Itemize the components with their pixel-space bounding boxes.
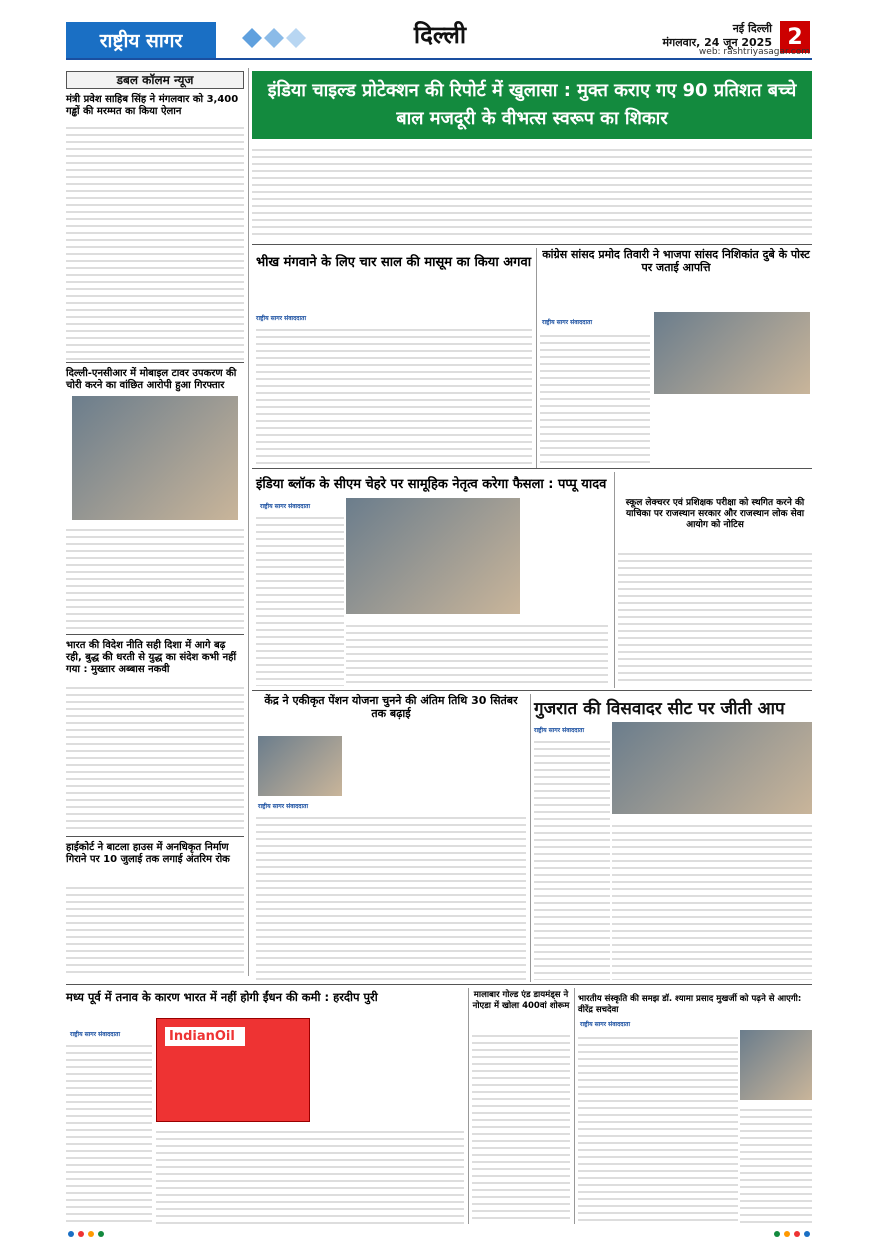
article-body-india-bloc [256,512,344,686]
headline-india-bloc: इंडिया ब्लॉक के सीएम चेहरे पर सामूहिक नेतृत्व करेगा फैसला : पप्पू यादव [256,477,607,492]
lead-article-body [252,144,812,240]
article-body-naqvi [66,682,244,832]
column-label: डबल कॉलम न्यूज [66,71,244,89]
page-number: 2 [780,21,810,53]
article-body-gujarat [534,736,610,980]
column-rule [574,988,575,1224]
pappu-yadav-photo [346,498,520,614]
edition-city: नई दिल्ली [732,22,772,35]
article-body-malabar [472,1030,570,1224]
article-body-batla [66,882,244,974]
byline: राष्ट्रीय सागर संवाददाता [258,803,309,810]
divider [252,244,812,245]
byline: राष्ट्रीय सागर संवाददाता [260,503,311,510]
footer-decoration [66,1226,812,1236]
column-rule [248,68,249,976]
column-rule [530,694,531,982]
city-title: दिल्ली [413,21,467,49]
byline: राष्ट्रीय सागर संवाददाता [534,727,585,734]
building-photo [258,736,342,796]
column-rule [614,472,615,688]
edition-date: मंगलवार, 24 जून 2025 [662,36,772,49]
byline: राष्ट्रीय सागर संवाददाता [70,1031,121,1038]
headline-fuel: मध्य पूर्व में तनाव के कारण भारत में नहीं होगी ईंधन की कमी : हरदीप पुरी [66,990,378,1004]
decorative-pattern [232,24,352,52]
edition-info [648,22,772,50]
article-body-tower [66,524,244,630]
headline-malabar: मालाबार गोल्ड एंड डायमंड्स ने नोएडा में खोला 400वां शोरूम [472,990,570,1011]
indianoil-photo: IndianOil [156,1018,310,1122]
headline-school-exam: स्कूल लेक्चरर एवं प्रशिक्षक परीक्षा को स्थगित करने की याचिका पर राजस्थान सरकार और राजस्थान लोक सेवा आयोग को नोटिस [625,498,805,530]
politicians-photo [654,312,810,394]
divider [66,836,244,837]
website[interactable]: web: rashtriyasagar.com [698,47,810,57]
headline-gujarat: गुजरात की विसवादर सीट पर जीती आप [534,699,785,719]
headline-potholes: मंत्री प्रवेश साहिब सिंह ने मंगलवार को 3,400 गड्ढों की मरम्मत का किया ऐलान [66,94,239,117]
byline: राष्ट्रीय सागर संवाददाता [580,1021,631,1028]
article-body-potholes [66,122,244,360]
celebration-photo [612,722,812,814]
brand-logo: राष्ट्रीय सागर [66,22,216,58]
sachdeva-photo [740,1030,812,1100]
article-body-school [618,548,812,686]
article-body-pension [256,812,526,982]
lead-headline-banner: इंडिया चाइल्ड प्रोटेक्शन की रिपोर्ट में खुलासा : मुक्त कराए गए 90 प्रतिशत बच्चे बाल मजदूरी के वीभत्स स्वरूप का शिकार [252,71,812,139]
article-body-gujarat-2 [612,820,812,980]
article-body-culture-2 [740,1104,812,1224]
article-body-culture [578,1032,738,1224]
article-body-fuel [66,1040,152,1224]
headline-batla-house: हाईकोर्ट ने बाटला हाउस में अनधिकृत निर्माण गिराने पर 10 जुलाई तक लगाई अंतरिम रोक [66,842,230,865]
byline: राष्ट्रीय सागर संवाददाता [542,319,593,326]
headline-culture: भारतीय संस्कृति की समझ डॉ. श्यामा प्रसाद मुखर्जी को पढ़ने से आएगी: वीरेंद्र सचदेवा [578,994,802,1015]
column-rule [468,988,469,1224]
divider [66,362,244,363]
article-body-beggar [256,324,532,464]
byline: राष्ट्रीय सागर संवाददाता [256,315,307,322]
divider [66,634,244,635]
column-rule [536,248,537,468]
headline-pension: केंद्र ने एकीकृत पेंशन योजना चुनने की अंतिम तिथि 30 सितंबर तक बढ़ाई [264,694,518,720]
divider [66,984,812,985]
divider [252,468,812,469]
divider [252,690,812,691]
headline-beggar: भीख मंगवाने के लिए चार साल की मासूम का किया अगवा [256,255,532,270]
article-body-india-bloc-2 [346,620,608,686]
article-body-congress [540,330,650,466]
police-photo [72,396,238,520]
headline-tower-theft: दिल्ली-एनसीआर में मोबाइल टावर उपकरण की चोरी करने का वांछित आरोपी हुआ गिरफ्तार [66,368,237,391]
headline-naqvi: भारत की विदेश नीति सही दिशा में आगे बढ़ रही, बुद्ध की धरती से युद्ध का संदेश कभी नहीं गया : मुख्तार अब्बास नकवी [66,640,237,675]
article-body-fuel-2 [156,1126,464,1224]
headline-congress: कांग्रेस सांसद प्रमोद तिवारी ने भाजपा सांसद निशिकांत दुबे के पोस्ट पर जताई आपत्ति [542,248,810,274]
